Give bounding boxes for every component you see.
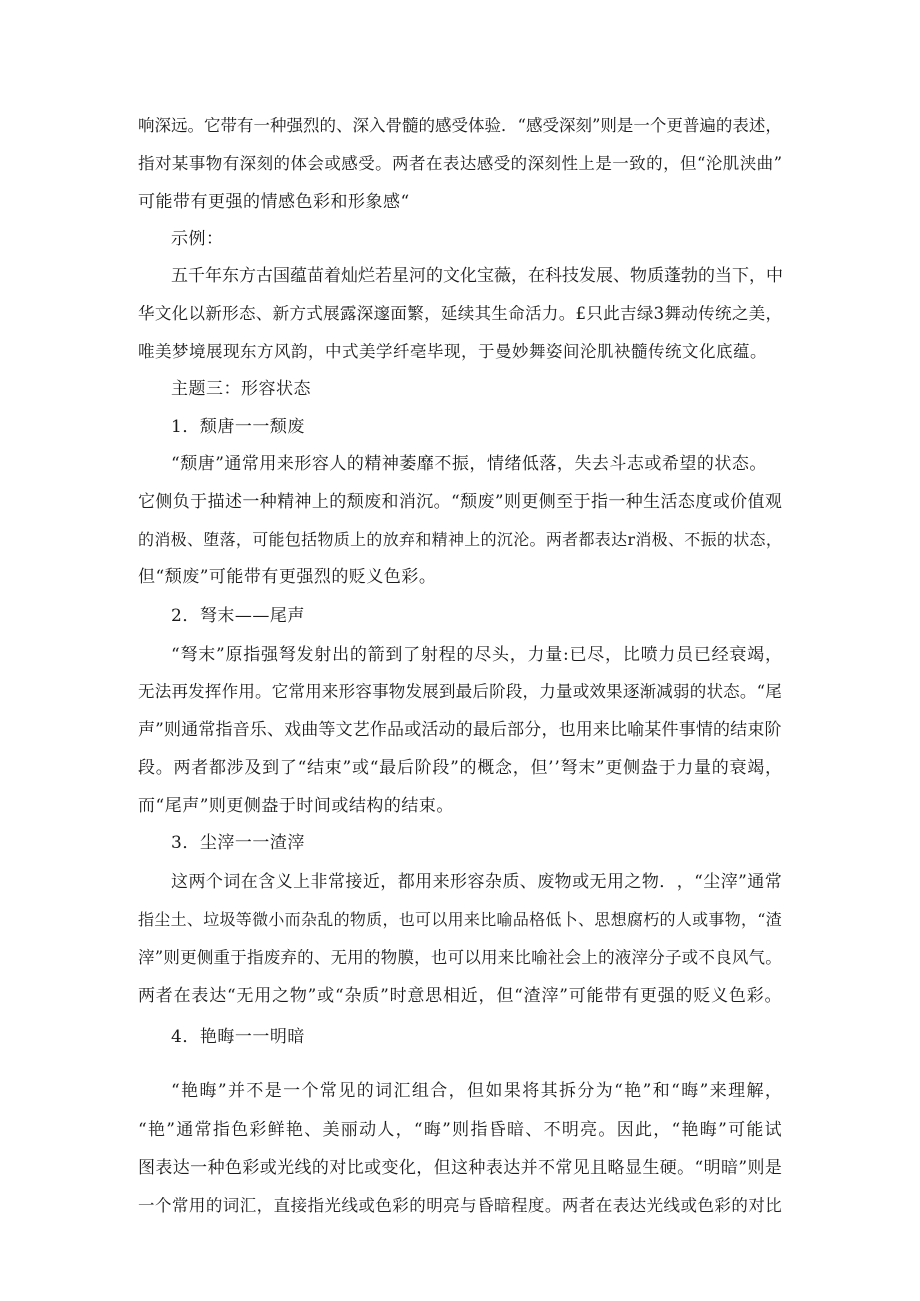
text-line: 五 千 年 东 方 古 国 蕴 苗 着 灿 烂 若 星 河 的 文 化 宝 薇 ， 在 科 技 发 展 、 物 质 蓬 勃 的 当 下 ， 中 <box>171 266 783 286</box>
text-line: 段 。 两 者 都 涉 及 到 了 “ 结 束 ” 或 “ 最 后 阶 段 ” 的 概 念 ， 但 ’ ’ 弩 末 ” 更 侧 盎 于 力 量 的 衰 竭 ， <box>138 758 782 778</box>
text-line: “ 弩 末 ” 原 指 强 弩 发 射 出 的 箭 到 了 射 程 的 尽 头 ， 力 量 : 已 尽 ， 比 喷 力 员 已 经 衰 竭 ， <box>171 645 782 665</box>
example-label: 示例： <box>171 229 224 249</box>
text-line: 但“颓废”可能带有更强烈的贬义色彩。 <box>138 567 437 587</box>
text-line: “ 艳 晦 ” 并 不 是 一 个 常 见 的 词 汇 组 合 ， 但 如 果 将 其 拆 分 为 “ 艳 ” 和 “ 晦 ” 来 理 解 ， <box>171 1081 782 1101</box>
text-line: 而“尾声”则更侧盎于时间或结构的结束。 <box>138 796 454 816</box>
text-line: 图 表 达 一 种 色 彩 或 光 线 的 对 比 或 变 化 ， 但 这 种 表 达 并 不 常 见 且 略 显 生 硬 。 “ 明 暗 ” 则 是 <box>138 1158 782 1178</box>
text-line: 的 消 极 、 堕 落 ， 可 能 包 括 物 质 上 的 放 弃 和 精 神 上 的 沉 沦 。 两 者 都 表 达 r 消 极 、 不 振 的 状 态 ， <box>138 530 782 549</box>
item-heading: 4．艳晦一一明暗 <box>171 1027 305 1047</box>
text-line: 可能带有更强的情感色彩和形象感“ <box>138 192 410 212</box>
text-line: 响 深 远 。 它 带 有 一 种 强 烈 的 、 深 入 骨 髓 的 感 受 体 验 ． “ 感 受 深 刻 ” 则 是 一 个 更 普 遍 的 表 述 ， <box>138 116 782 135</box>
text-line: 滓 ” 则 更 侧 重 于 指 废 弃 的 、 无 用 的 物 膜 ， 也 可 以 用 来 比 喻 社 会 上 的 液 滓 分 子 或 不 良 风 气 。 <box>138 948 782 967</box>
text-line: 指 对 某 事 物 有 深 刻 的 体 会 或 感 受 。 两 者 在 表 达 感 受 的 深 刻 性 上 是 一 致 的 ， 但 “ 沦 肌 浃 曲 ” <box>138 154 782 173</box>
text-line: 它 侧 负 于 描 述 一 种 精 神 上 的 颓 废 和 消 沉 。 “ 颓 废 ” 则 更 侧 至 于 指 一 种 生 活 态 度 或 价 值 观 <box>138 492 782 512</box>
item-heading: 1．颓唐一一颓废 <box>171 417 305 437</box>
text-line: “ 艳 ” 通 常 指 色 彩 鲜 艳 、 美 丽 动 人 ， “ 晦 ” 则 指 昏 暗 、 不 明 亮 。 因 此 ， “ 艳 晦 ” 可 能 试 <box>138 1120 782 1140</box>
text-line: 两 者 在 表 达 “ 无 用 之 物 ” 或 “ 杂 质 ” 时 意 思 相 近 ， 但 “ 渣 滓 ” 可 能 带 有 更 强 的 贬 义 色 彩 。 <box>138 986 782 1006</box>
text-line: 一 个 常 用 的 词 汇 ， 直 接 指 光 线 或 色 彩 的 明 亮 与 昏 暗 程 度 。 两 者 在 表 达 光 线 或 色 彩 的 对 比 <box>138 1196 782 1215</box>
item-heading: 3．尘滓一一渣滓 <box>171 833 305 853</box>
text-line: 华 文 化 以 新 形 态 、 新 方 式 展 露 深 邃 面 繁 ， 延 续 其 生 命 活 力 。 £ 只 此 吉 绿 3 舞 动 传 统 之 美 ， <box>138 304 782 323</box>
text-line: 这 两 个 词 在 含 义 上 非 常 接 近 ， 都 用 来 形 容 杂 质 、 废 物 或 无 用 之 物 ． ， “ 尘 滓 ” 通 常 <box>171 872 782 892</box>
text-line: 指 尘 土 、 垃 圾 等 微 小 而 杂 乱 的 物 质 ， 也 可 以 用 来 比 喻 品 格 低 卜 、 思 想 腐 朽 的 人 或 事 物 ， “ 渣 <box>138 910 782 929</box>
text-line: 唯美梦境展现东方风韵，中式美学纤亳毕现，于曼妙舞姿间沦肌袂髓传统文化底蕴。 <box>138 342 767 361</box>
item-heading: 2．弩末——尾声 <box>171 606 305 626</box>
section-heading: 主题三：形容状态 <box>171 379 311 399</box>
text-line: 无 法 再 发 挥 作 用 。 它 常 用 来 形 容 事 物 发 展 到 最 后 阶 段 ， 力 量 或 效 果 逐 渐 减 弱 的 状 态 。 “ 尾 <box>138 682 782 701</box>
text-line: “颓唐”通常用来形容人的精神萎靡不振，情绪低落，失去斗志或希望的状态。 <box>171 454 767 474</box>
text-line: 声 ” 则 通 常 指 音 乐 、 戏 曲 等 文 艺 作 品 或 活 动 的 最 后 部 分 ， 也 用 来 比 喻 某 件 事 情 的 结 束 阶 <box>138 720 782 740</box>
